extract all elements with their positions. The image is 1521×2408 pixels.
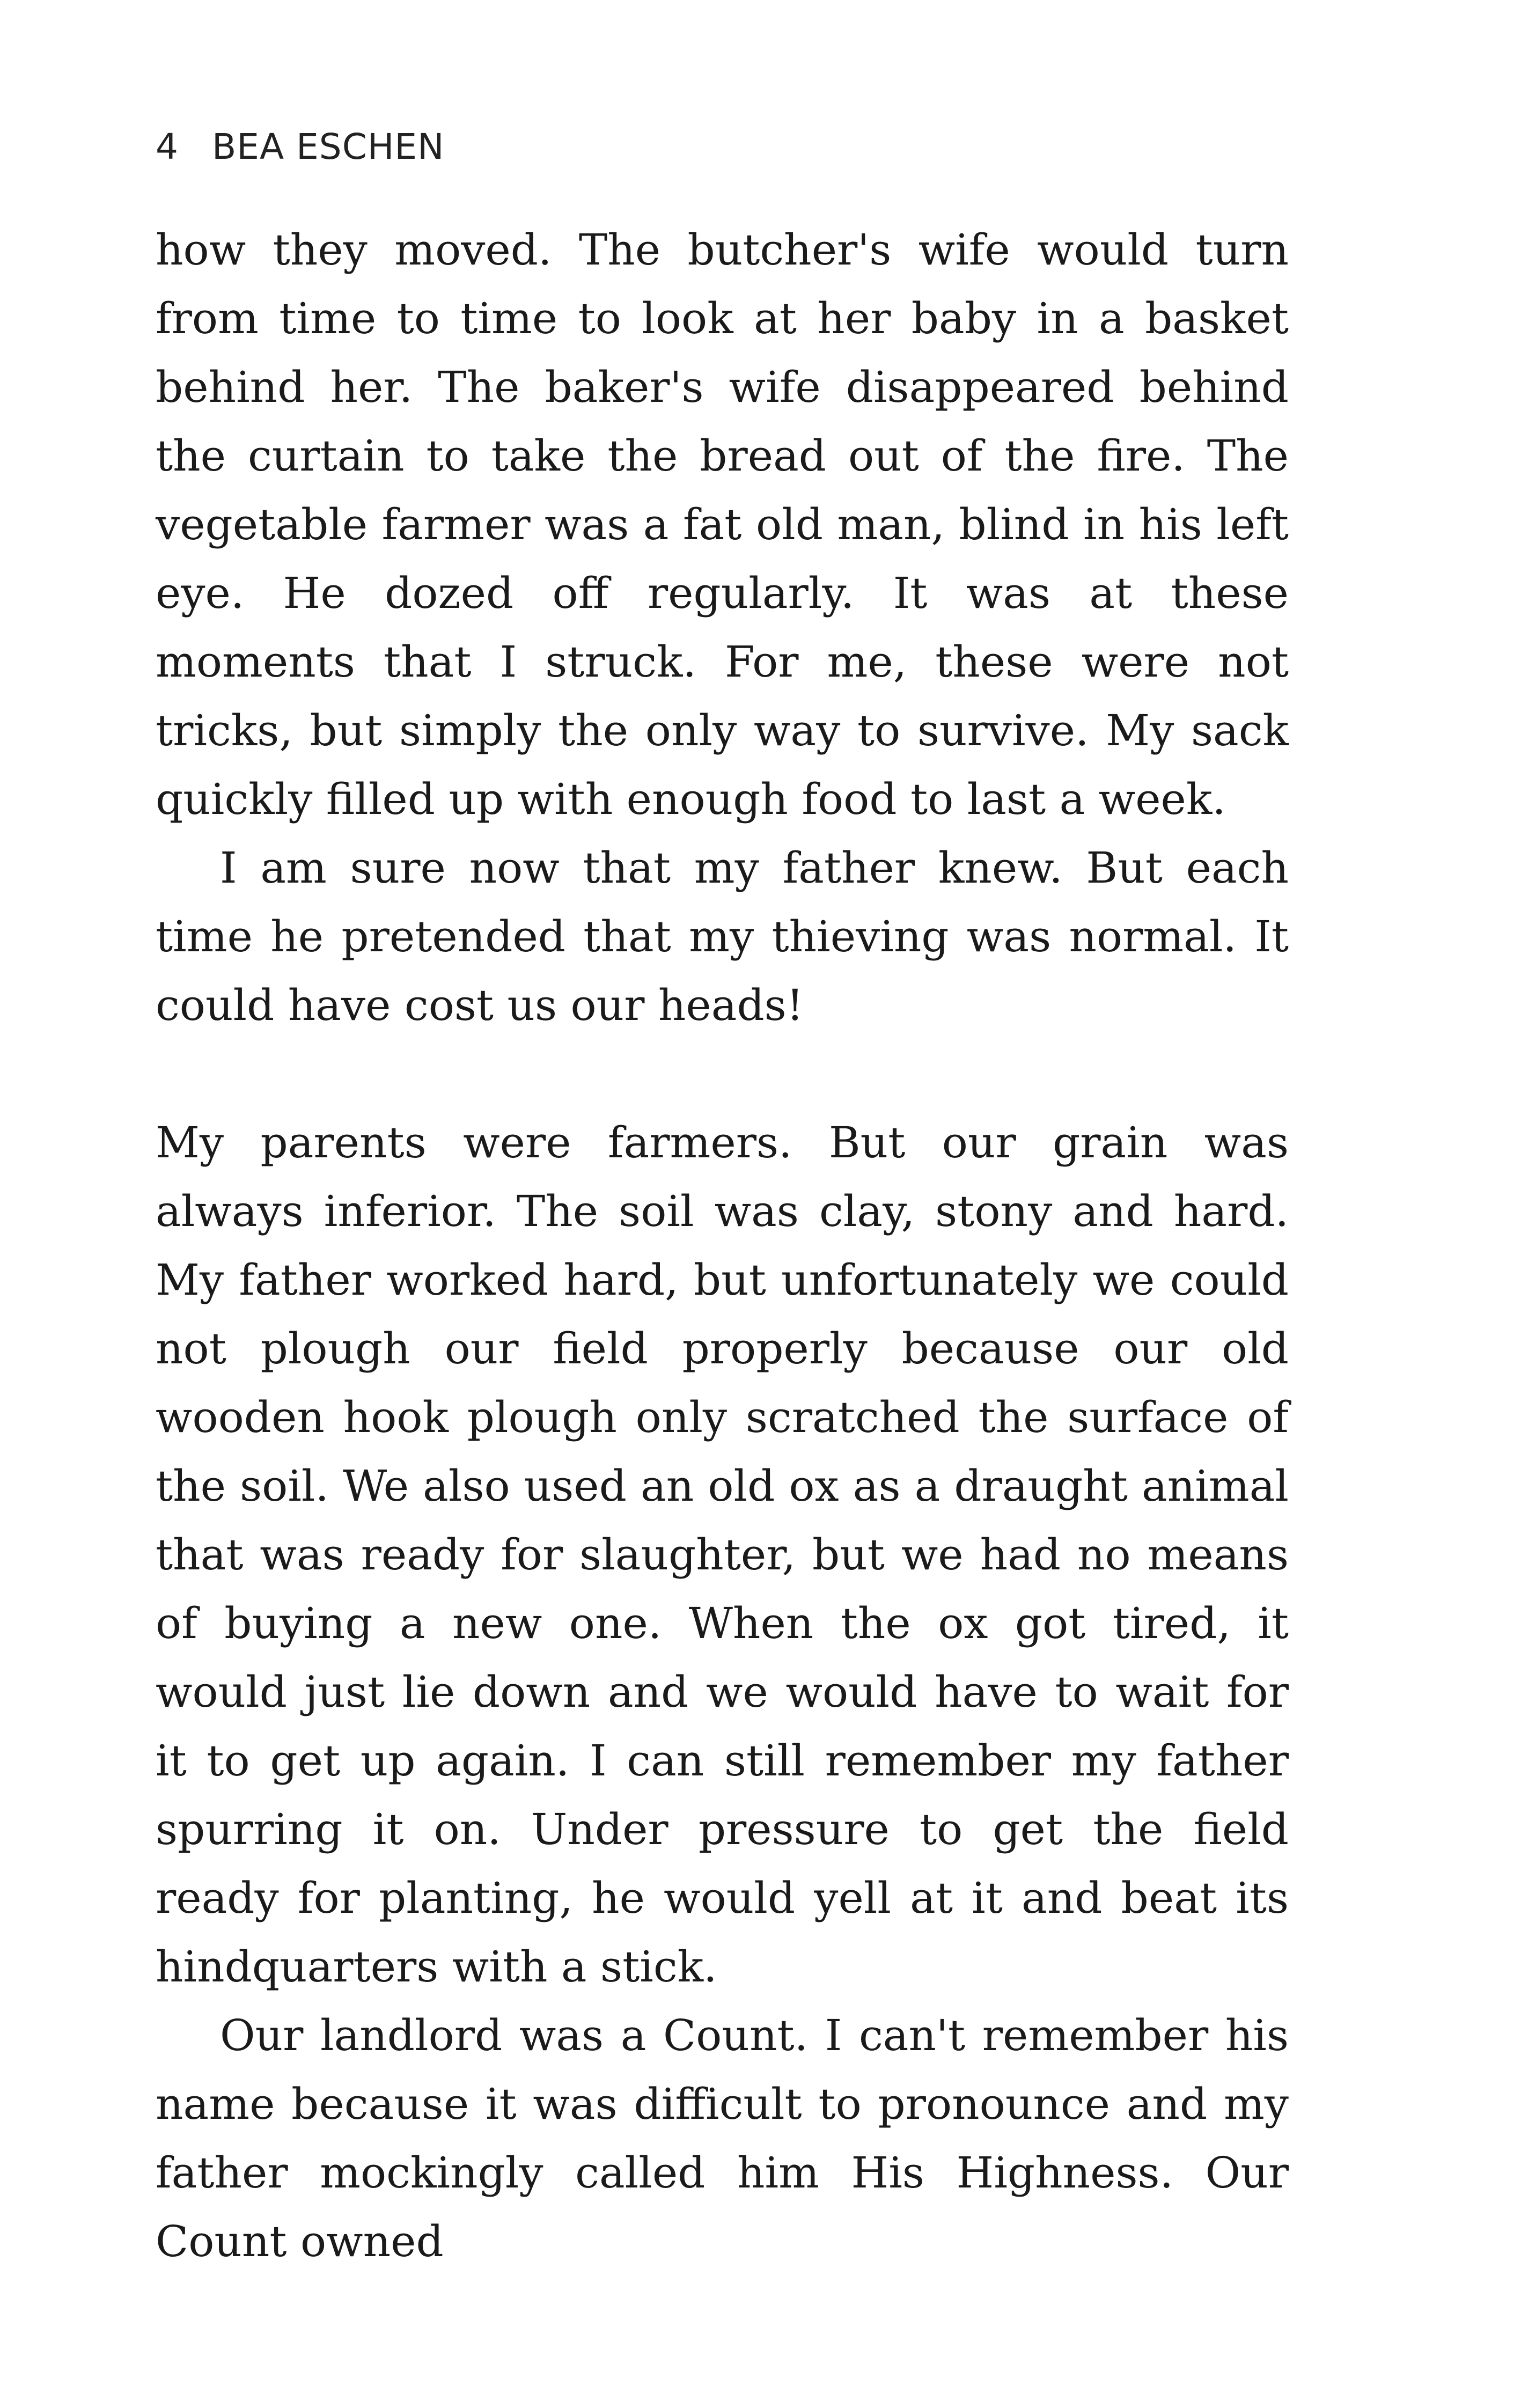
paragraph-continued: how they moved. The butcher's wife would turn from time to time to look at her baby in a basket behind her. The baker's wife disappeared behind the curtain to take the bread out of the fire. The vegetable farmer was a fat old man, blind in his left eye. He dozed off regularly. It was at these moments that I struck. For me, these were not tricks, but simply the only way to survive. My sack quickly filled up with enough food to last a week. bbox=[156, 225, 1289, 824]
text-section-1 bbox=[156, 216, 1289, 1040]
page-number: 4 bbox=[156, 126, 179, 167]
paragraph: I am sure now that my father knew. But each time he pretended that my thieving was normal. It could have cost us our heads! bbox=[156, 843, 1289, 1030]
paragraph: Our landlord was a Count. I can't remember his name because it was difficult to pronounce and my father mockingly called him His Highness. Our Count owned bbox=[156, 2010, 1289, 2266]
text-section-2 bbox=[156, 1108, 1289, 2276]
running-head bbox=[156, 122, 445, 171]
author-name: BEA ESCHEN bbox=[212, 126, 445, 167]
paragraph-section-start: My parents were farmers. But our grain was always inferior. The soil was clay, stony and hard. My father worked hard, but unfortunately we could not plough our field properly because our old wooden hook plough only scratched the surface of the soil. We also used an old ox as a draught animal that was ready for slaughter, but we had no means of buying a new one. When the ox got tired, it would just lie down and we would have to wait for it to get up again. I can still remember my father spurring it on. Under pressure to get the field ready for planting, he would yell at it and beat its hindquarters with a stick. bbox=[156, 1118, 1289, 1992]
